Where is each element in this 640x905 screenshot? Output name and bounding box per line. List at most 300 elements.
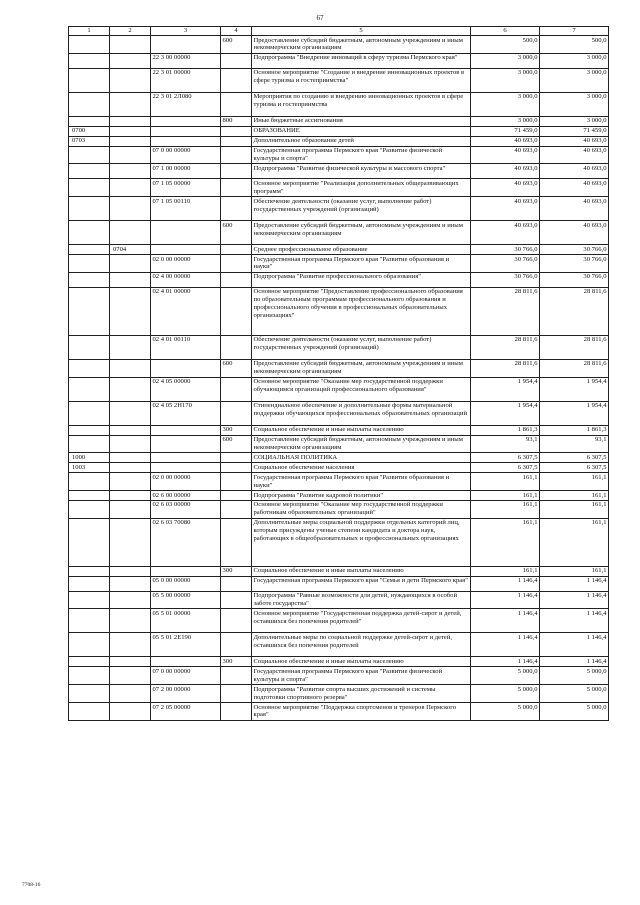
expense-type-cell: [221, 633, 252, 657]
section-code-cell: [69, 335, 110, 359]
section-code-cell: 1003: [69, 463, 110, 473]
table-row: [69, 179, 609, 197]
expense-type-cell: [221, 453, 252, 463]
footer-code: 7708-16: [22, 882, 41, 888]
table-row: [69, 164, 609, 179]
description-cell: Предоставление субсидий бюджетным, автономным учреждениям и иным некоммерческим организациям: [252, 221, 471, 245]
amount-col7-cell: 500,0: [540, 36, 609, 54]
amount-col6-cell: 30 766,0: [471, 272, 540, 287]
amount-col6-cell: 28 811,6: [471, 359, 540, 377]
subsection-code-cell: [110, 221, 151, 245]
amount-col7-cell: 30 766,0: [540, 272, 609, 287]
section-code-cell: 1000: [69, 453, 110, 463]
table-row: [69, 53, 609, 68]
target-code-cell: [151, 245, 221, 255]
amount-col6-cell: 161,1: [471, 491, 540, 501]
table-row: [69, 463, 609, 473]
expense-type-cell: [221, 685, 252, 703]
section-code-cell: [69, 667, 110, 685]
subsection-code-cell: [110, 685, 151, 703]
subsection-code-cell: [110, 164, 151, 179]
subsection-code-cell: [110, 197, 151, 221]
subsection-code-cell: [110, 377, 151, 401]
table-row: [69, 272, 609, 287]
description-cell: Обеспечение деятельности (оказание услуг, выполнение работ) государственных учреждений (организаций): [252, 335, 471, 359]
description-cell: Основное мероприятие "Оказание мер государственной поддержки обучающимся организаций профессионального образования": [252, 377, 471, 401]
section-code-cell: [69, 500, 110, 518]
expense-type-cell: [221, 576, 252, 591]
subsection-code-cell: [110, 401, 151, 425]
target-code-cell: [151, 221, 221, 245]
subsection-code-cell: [110, 566, 151, 576]
target-code-cell: 02 4 00 00000: [151, 272, 221, 287]
expense-type-cell: [221, 92, 252, 116]
subsection-code-cell: [110, 435, 151, 453]
description-cell: Социальное обеспечение и иные выплаты населению: [252, 566, 471, 576]
amount-col7-cell: 6 307,5: [540, 453, 609, 463]
target-code-cell: [151, 116, 221, 126]
description-cell: ОБРАЗОВАНИЕ: [252, 126, 471, 136]
expense-type-cell: 600: [221, 435, 252, 453]
subsection-code-cell: [110, 335, 151, 359]
section-code-cell: [69, 473, 110, 491]
section-code-cell: [69, 609, 110, 633]
description-cell: Основное мероприятие "Государственная поддержка детей-сирот и детей, оставшихся без попечения родителей": [252, 609, 471, 633]
section-code-cell: [69, 377, 110, 401]
expense-type-cell: [221, 197, 252, 221]
subsection-code-cell: [110, 116, 151, 126]
target-code-cell: 07 1 05 00110: [151, 197, 221, 221]
description-cell: Предоставление субсидий бюджетным, автономным учреждениям и иным некоммерческим организациям: [252, 36, 471, 54]
expense-type-cell: [221, 609, 252, 633]
target-code-cell: 02 6 00 00000: [151, 491, 221, 501]
description-cell: Основное мероприятие "Поддержка спортсменов и тренеров Пермского края": [252, 703, 471, 721]
subsection-code-cell: [110, 179, 151, 197]
expense-type-cell: 600: [221, 359, 252, 377]
amount-col7-cell: 1 146,4: [540, 633, 609, 657]
target-code-cell: 07 0 00 00000: [151, 146, 221, 164]
target-code-cell: 02 4 01 00110: [151, 335, 221, 359]
subsection-code-cell: [110, 453, 151, 463]
amount-col6-cell: 28 811,6: [471, 287, 540, 335]
amount-col6-cell: 5 000,0: [471, 685, 540, 703]
target-code-cell: 05 5 01 00000: [151, 609, 221, 633]
target-code-cell: [151, 36, 221, 54]
table-row: [69, 703, 609, 721]
amount-col7-cell: 30 766,0: [540, 245, 609, 255]
amount-col6-cell: 161,1: [471, 566, 540, 576]
target-code-cell: 07 1 05 00000: [151, 179, 221, 197]
table-row: [69, 576, 609, 591]
description-cell: Среднее профессиональное образование: [252, 245, 471, 255]
amount-col6-cell: 1 861,3: [471, 425, 540, 435]
table-row: [69, 255, 609, 273]
section-code-cell: [69, 435, 110, 453]
header-cell: 2: [110, 27, 151, 36]
section-code-cell: [69, 92, 110, 116]
amount-col6-cell: 40 693,0: [471, 197, 540, 221]
subsection-code-cell: [110, 591, 151, 609]
target-code-cell: [151, 425, 221, 435]
target-code-cell: 02 4 05 2Н170: [151, 401, 221, 425]
section-code-cell: 0703: [69, 136, 110, 146]
subsection-code-cell: [110, 500, 151, 518]
expense-type-cell: [221, 500, 252, 518]
amount-col7-cell: 28 811,6: [540, 359, 609, 377]
description-cell: Подпрограмма "Развитие спорта высших достижений и системы подготовки спортивного резерва": [252, 685, 471, 703]
table-row: [69, 473, 609, 491]
table-row: [69, 401, 609, 425]
expense-type-cell: [221, 473, 252, 491]
table-row: [69, 245, 609, 255]
description-cell: Дополнительное образование детей: [252, 136, 471, 146]
section-code-cell: [69, 703, 110, 721]
description-cell: Мероприятия по созданию и внедрению инновационных проектов в сфере туризма и гостеприимства: [252, 92, 471, 116]
expense-type-cell: [221, 518, 252, 566]
expense-type-cell: [221, 179, 252, 197]
amount-col6-cell: 40 693,0: [471, 146, 540, 164]
section-code-cell: [69, 146, 110, 164]
subsection-code-cell: [110, 425, 151, 435]
amount-col7-cell: 161,1: [540, 566, 609, 576]
expense-type-cell: [221, 377, 252, 401]
header-cell: 6: [471, 27, 540, 36]
section-code-cell: [69, 36, 110, 54]
amount-col7-cell: 93,1: [540, 435, 609, 453]
expense-type-cell: [221, 491, 252, 501]
target-code-cell: 22 3 01 00000: [151, 68, 221, 92]
expense-type-cell: [221, 255, 252, 273]
amount-col6-cell: 5 000,0: [471, 667, 540, 685]
amount-col6-cell: 161,1: [471, 500, 540, 518]
subsection-code-cell: [110, 703, 151, 721]
header-cell: 1: [69, 27, 110, 36]
section-code-cell: [69, 164, 110, 179]
amount-col7-cell: 161,1: [540, 491, 609, 501]
description-cell: Подпрограмма "Равные возможности для детей, нуждающихся в особой заботе государства": [252, 591, 471, 609]
description-cell: Государственная программа Пермского края "Развитие образования и науки": [252, 255, 471, 273]
table-row: [69, 633, 609, 657]
amount-col6-cell: 3 000,0: [471, 116, 540, 126]
amount-col6-cell: 3 000,0: [471, 53, 540, 68]
description-cell: Социальное обеспечение населения: [252, 463, 471, 473]
section-code-cell: [69, 657, 110, 667]
section-code-cell: [69, 116, 110, 126]
description-cell: Подпрограмма "Развитие физической культуры и массового спорта": [252, 164, 471, 179]
amount-col7-cell: 1 954,4: [540, 401, 609, 425]
subsection-code-cell: [110, 53, 151, 68]
amount-col6-cell: 1 954,4: [471, 401, 540, 425]
subsection-code-cell: [110, 272, 151, 287]
subsection-code-cell: [110, 36, 151, 54]
amount-col7-cell: 40 693,0: [540, 164, 609, 179]
subsection-code-cell: [110, 68, 151, 92]
target-code-cell: 02 6 03 00000: [151, 500, 221, 518]
table-row: [69, 197, 609, 221]
amount-col7-cell: 1 954,4: [540, 377, 609, 401]
amount-col7-cell: 28 811,6: [540, 287, 609, 335]
amount-col7-cell: 161,1: [540, 518, 609, 566]
header-cell: 7: [540, 27, 609, 36]
header-cell: 5: [252, 27, 471, 36]
description-cell: Основное мероприятие "Оказание мер государственной поддержки работникам образовательных организаций": [252, 500, 471, 518]
header-cell: 3: [151, 27, 221, 36]
amount-col7-cell: 1 146,4: [540, 591, 609, 609]
table-row: [69, 657, 609, 667]
description-cell: Иные бюджетные ассигнования: [252, 116, 471, 126]
description-cell: Дополнительные меры по социальной поддержке детей-сирот и детей, оставшихся без попечения родителей: [252, 633, 471, 657]
section-code-cell: [69, 576, 110, 591]
subsection-code-cell: [110, 576, 151, 591]
description-cell: Подпрограмма "Внедрение инноваций в сферу туризма Пермского края": [252, 53, 471, 68]
section-code-cell: [69, 221, 110, 245]
target-code-cell: 05 5 01 2Е190: [151, 633, 221, 657]
table-row: [69, 609, 609, 633]
table-body: [69, 36, 609, 721]
target-code-cell: 02 0 00 00000: [151, 473, 221, 491]
target-code-cell: 05 5 00 00000: [151, 591, 221, 609]
amount-col6-cell: 1 146,4: [471, 609, 540, 633]
amount-col7-cell: 1 146,4: [540, 576, 609, 591]
amount-col6-cell: 93,1: [471, 435, 540, 453]
target-code-cell: [151, 657, 221, 667]
description-cell: Государственная программа Пермского края "Развитие физической культуры и спорта": [252, 146, 471, 164]
amount-col7-cell: 5 000,0: [540, 685, 609, 703]
subsection-code-cell: [110, 359, 151, 377]
amount-col6-cell: 6 307,5: [471, 463, 540, 473]
expense-type-cell: 300: [221, 425, 252, 435]
amount-col7-cell: 3 000,0: [540, 92, 609, 116]
subsection-code-cell: [110, 657, 151, 667]
table-row: [69, 146, 609, 164]
expense-type-cell: [221, 136, 252, 146]
amount-col6-cell: 1 146,4: [471, 576, 540, 591]
amount-col7-cell: 40 693,0: [540, 136, 609, 146]
table-row: [69, 335, 609, 359]
expense-type-cell: 300: [221, 657, 252, 667]
amount-col7-cell: 3 000,0: [540, 116, 609, 126]
target-code-cell: [151, 359, 221, 377]
target-code-cell: 22 3 01 2Л080: [151, 92, 221, 116]
subsection-code-cell: [110, 255, 151, 273]
table-row: [69, 685, 609, 703]
target-code-cell: 22 3 00 00000: [151, 53, 221, 68]
amount-col7-cell: 3 000,0: [540, 53, 609, 68]
table-row: [69, 591, 609, 609]
description-cell: Стипендиальное обеспечение и дополнительные формы материальной поддержки обучающихся профессиональных образовательных организаций: [252, 401, 471, 425]
amount-col6-cell: 1 146,4: [471, 633, 540, 657]
table-row: [69, 68, 609, 92]
table-row: [69, 221, 609, 245]
amount-col7-cell: 3 000,0: [540, 68, 609, 92]
amount-col7-cell: 40 693,0: [540, 179, 609, 197]
description-cell: Социальное обеспечение и иные выплаты населению: [252, 425, 471, 435]
table-row: [69, 377, 609, 401]
description-cell: Предоставление субсидий бюджетным, автономным учреждениям и иным некоммерческим организациям: [252, 359, 471, 377]
expense-type-cell: [221, 53, 252, 68]
amount-col7-cell: 161,1: [540, 473, 609, 491]
description-cell: Обеспечение деятельности (оказание услуг, выполнение работ) государственных учреждений (организаций): [252, 197, 471, 221]
section-code-cell: [69, 68, 110, 92]
description-cell: СОЦИАЛЬНАЯ ПОЛИТИКА: [252, 453, 471, 463]
expense-type-cell: [221, 272, 252, 287]
section-code-cell: [69, 591, 110, 609]
amount-col6-cell: 40 693,0: [471, 164, 540, 179]
description-cell: Социальное обеспечение и иные выплаты населению: [252, 657, 471, 667]
section-code-cell: [69, 491, 110, 501]
amount-col7-cell: 6 307,5: [540, 463, 609, 473]
subsection-code-cell: [110, 491, 151, 501]
description-cell: Государственная программа Пермского края "Развитие образования и науки": [252, 473, 471, 491]
target-code-cell: 02 4 05 00000: [151, 377, 221, 401]
expense-type-cell: 300: [221, 566, 252, 576]
amount-col6-cell: 1 146,4: [471, 657, 540, 667]
description-cell: Государственная программа Пермского края "Семья и дети Пермского края": [252, 576, 471, 591]
target-code-cell: [151, 453, 221, 463]
description-cell: Основное мероприятие "Реализация дополнительных общеразвивающих программ": [252, 179, 471, 197]
table-row: [69, 500, 609, 518]
table-row: [69, 126, 609, 136]
target-code-cell: 05 0 00 00000: [151, 576, 221, 591]
amount-col6-cell: 1 954,4: [471, 377, 540, 401]
expense-type-cell: [221, 164, 252, 179]
target-code-cell: 07 1 00 00000: [151, 164, 221, 179]
section-code-cell: [69, 197, 110, 221]
table-row: [69, 566, 609, 576]
subsection-code-cell: [110, 287, 151, 335]
expense-type-cell: [221, 126, 252, 136]
amount-col7-cell: 161,1: [540, 500, 609, 518]
subsection-code-cell: [110, 473, 151, 491]
target-code-cell: 02 4 01 00000: [151, 287, 221, 335]
target-code-cell: 07 2 05 00000: [151, 703, 221, 721]
table-row: [69, 359, 609, 377]
target-code-cell: 02 6 03 70080: [151, 518, 221, 566]
subsection-code-cell: [110, 92, 151, 116]
table-row: [69, 92, 609, 116]
subsection-code-cell: [110, 609, 151, 633]
amount-col6-cell: 1 146,4: [471, 591, 540, 609]
expense-type-cell: 600: [221, 36, 252, 54]
subsection-code-cell: [110, 463, 151, 473]
target-code-cell: [151, 463, 221, 473]
amount-col7-cell: 40 693,0: [540, 221, 609, 245]
amount-col7-cell: 40 693,0: [540, 146, 609, 164]
expense-type-cell: [221, 667, 252, 685]
amount-col7-cell: 1 146,4: [540, 609, 609, 633]
amount-col6-cell: 71 459,0: [471, 126, 540, 136]
section-code-cell: [69, 255, 110, 273]
subsection-code-cell: 0704: [110, 245, 151, 255]
description-cell: Подпрограмма "Развитие профессионального образования": [252, 272, 471, 287]
table-row: [69, 36, 609, 54]
expense-type-cell: [221, 703, 252, 721]
table-row: [69, 491, 609, 501]
subsection-code-cell: [110, 667, 151, 685]
expense-type-cell: [221, 335, 252, 359]
target-code-cell: [151, 435, 221, 453]
expense-type-cell: [221, 245, 252, 255]
amount-col6-cell: 30 766,0: [471, 245, 540, 255]
amount-col7-cell: 5 000,0: [540, 703, 609, 721]
description-cell: Государственная программа Пермского края "Развитие физической культуры и спорта": [252, 667, 471, 685]
subsection-code-cell: [110, 136, 151, 146]
target-code-cell: [151, 566, 221, 576]
amount-col6-cell: 5 000,0: [471, 703, 540, 721]
table-row: [69, 425, 609, 435]
budget-table-container: [68, 26, 608, 721]
amount-col7-cell: 30 766,0: [540, 255, 609, 273]
section-code-cell: [69, 401, 110, 425]
amount-col6-cell: 30 766,0: [471, 255, 540, 273]
table-row: [69, 518, 609, 566]
amount-col7-cell: 28 811,6: [540, 335, 609, 359]
target-code-cell: [151, 136, 221, 146]
amount-col6-cell: 3 000,0: [471, 68, 540, 92]
section-code-cell: 0700: [69, 126, 110, 136]
budget-table: [68, 26, 609, 721]
table-row: [69, 435, 609, 453]
expense-type-cell: [221, 463, 252, 473]
section-code-cell: [69, 566, 110, 576]
page-number: 67: [316, 14, 324, 22]
target-code-cell: [151, 126, 221, 136]
description-cell: Предоставление субсидий бюджетным, автономным учреждениям и иным некоммерческим организациям: [252, 435, 471, 453]
expense-type-cell: 600: [221, 221, 252, 245]
table-row: [69, 116, 609, 126]
expense-type-cell: [221, 591, 252, 609]
target-code-cell: 07 2 00 00000: [151, 685, 221, 703]
section-code-cell: [69, 518, 110, 566]
amount-col6-cell: 40 693,0: [471, 136, 540, 146]
expense-type-cell: [221, 287, 252, 335]
section-code-cell: [69, 53, 110, 68]
description-cell: Основное мероприятие "Создание и внедрение инновационных проектов в сфере туризма и гостеприимства": [252, 68, 471, 92]
amount-col7-cell: 71 459,0: [540, 126, 609, 136]
amount-col6-cell: 161,1: [471, 473, 540, 491]
header-cell: 4: [221, 27, 252, 36]
table-row: [69, 136, 609, 146]
expense-type-cell: [221, 68, 252, 92]
subsection-code-cell: [110, 633, 151, 657]
section-code-cell: [69, 272, 110, 287]
amount-col6-cell: 40 693,0: [471, 221, 540, 245]
section-code-cell: [69, 359, 110, 377]
subsection-code-cell: [110, 518, 151, 566]
amount-col6-cell: 6 307,5: [471, 453, 540, 463]
table-row: [69, 667, 609, 685]
description-cell: Подпрограмма "Развитие кадровой политики": [252, 491, 471, 501]
description-cell: Основное мероприятие "Предоставление профессионального образования по образовательным программам профессионального образования и профессионального обучения в профессиональных образовательных организациях": [252, 287, 471, 335]
amount-col6-cell: 40 693,0: [471, 179, 540, 197]
amount-col6-cell: 500,0: [471, 36, 540, 54]
section-code-cell: [69, 633, 110, 657]
amount-col7-cell: 5 000,0: [540, 667, 609, 685]
amount-col6-cell: 161,1: [471, 518, 540, 566]
expense-type-cell: 800: [221, 116, 252, 126]
table-row: [69, 287, 609, 335]
expense-type-cell: [221, 401, 252, 425]
amount-col6-cell: 3 000,0: [471, 92, 540, 116]
amount-col7-cell: 1 146,4: [540, 657, 609, 667]
table-header-row: [69, 27, 609, 36]
target-code-cell: 02 0 00 00000: [151, 255, 221, 273]
subsection-code-cell: [110, 146, 151, 164]
amount-col7-cell: 40 693,0: [540, 197, 609, 221]
description-cell: Дополнительные меры социальной поддержки отдельных категорий лиц, которым присуждены ученые степени кандидата и доктора наук, работающих в общеобразовательных и профессиональных организациях: [252, 518, 471, 566]
expense-type-cell: [221, 146, 252, 164]
amount-col6-cell: 28 811,6: [471, 335, 540, 359]
